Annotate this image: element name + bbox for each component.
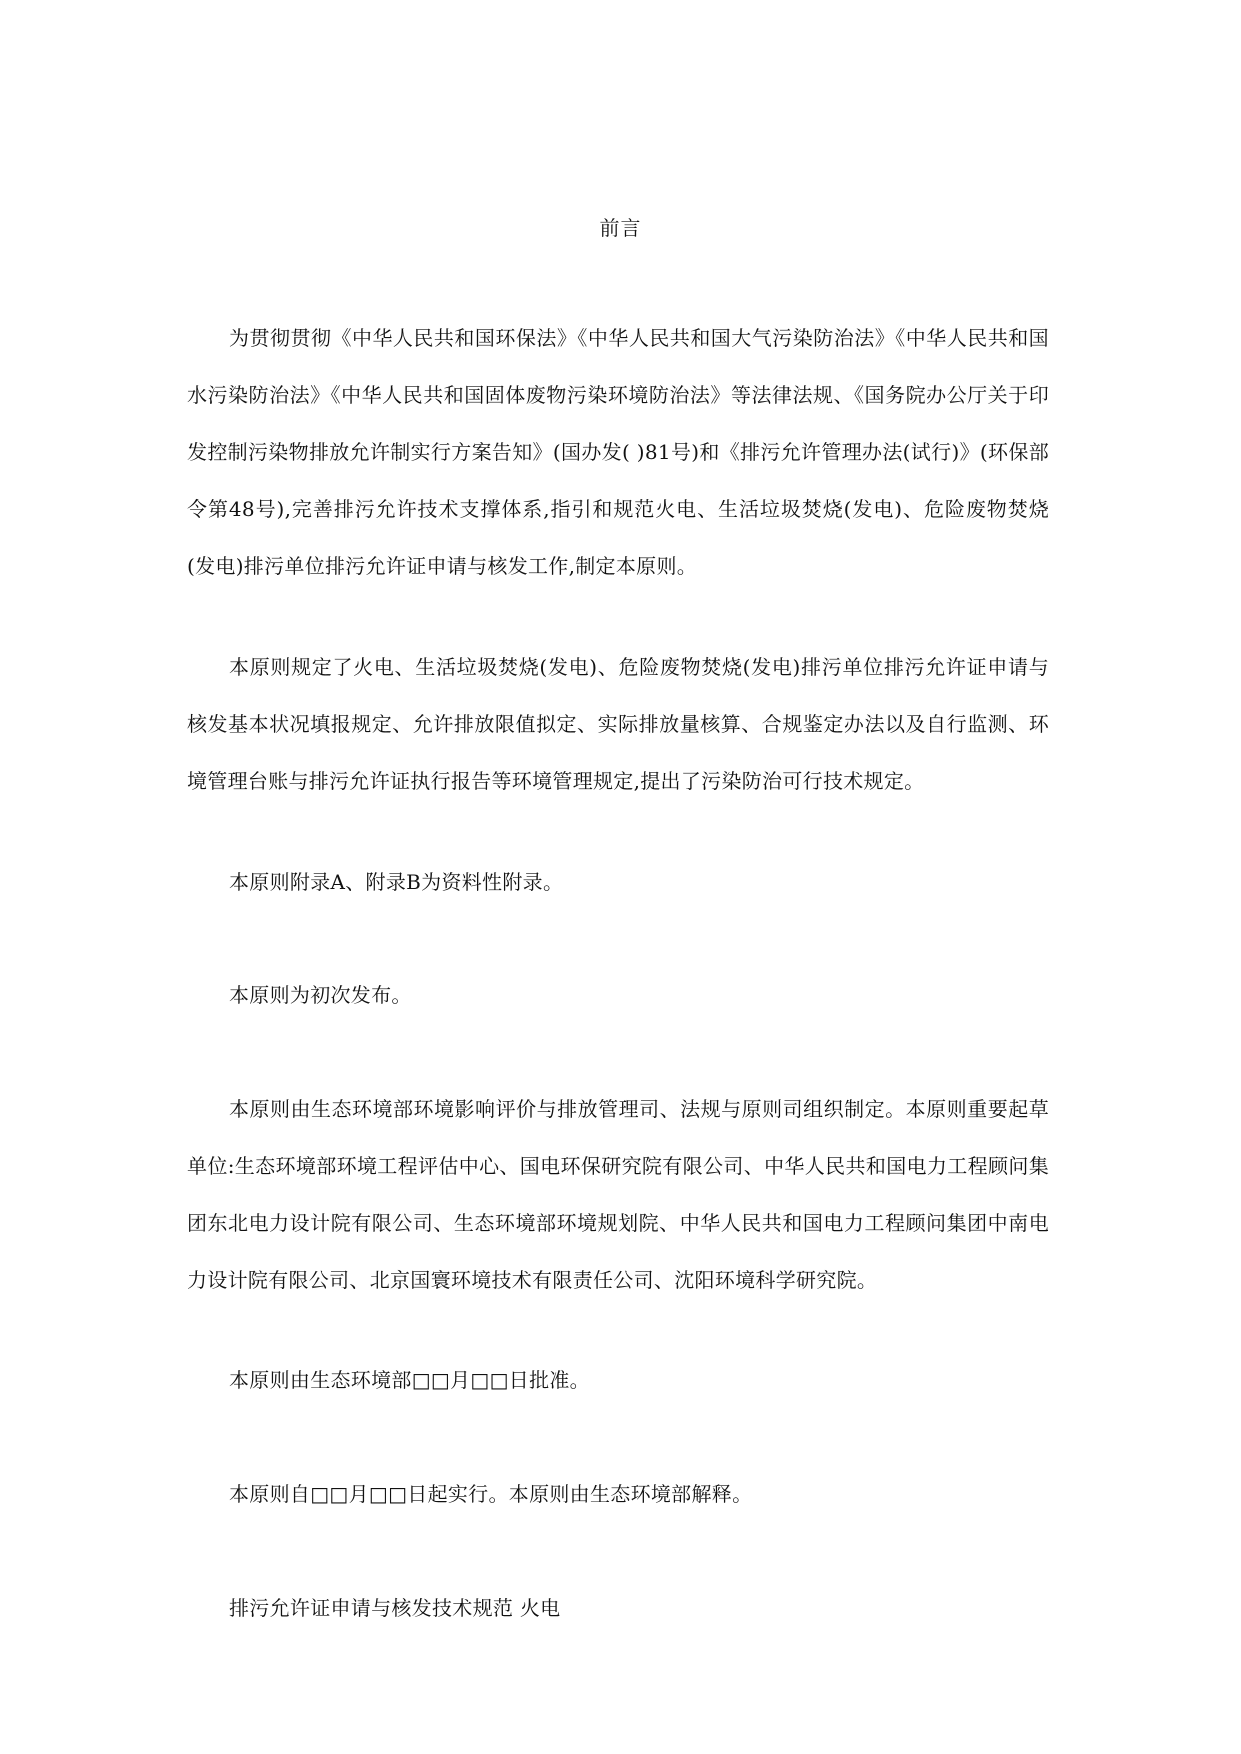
paragraph-approval: 本原则由生态环境部□□月□□日批准。: [229, 1368, 590, 1392]
paragraph-drafting-units: 本原则由生态环境部环境影响评价与排放管理司、法规与原则司组织制定。本原则重要起草单位:生态环境部环境工程评估中心、国电环保研究院有限公司、中华人民共和国电力工程顾问集团东北电力设计院有限公司、生态环境部环境规划院、中华人民共和国电力工程顾问集团中南电力设计院有限公司、北京国寰环境技术有限责任公司、沈阳环境科学研究院。: [187, 1097, 1049, 1292]
paragraph-section-heading: 排污允许证申请与核发技术规范 火电: [229, 1596, 561, 1620]
paragraph-implementation: 本原则自□□月□□日起实行。本原则由生态环境部解释。: [229, 1482, 753, 1506]
paragraph-scope: 本原则规定了火电、生活垃圾焚烧(发电)、危险废物焚烧(发电)排污单位排污允许证申请与核发基本状况填报规定、允许排放限值拟定、实际排放量核算、合规鉴定办法以及自行监测、环境管理台账与排污允许证执行报告等环境管理规定,提出了污染防治可行技术规定。: [187, 655, 1049, 793]
paragraph-purpose: 为贯彻贯彻《中华人民共和国环保法》《中华人民共和国大气污染防治法》《中华人民共和国水污染防治法》《中华人民共和国固体废物污染环境防治法》等法律法规、《国务院办公厅关于印发控制污染物排放允许制实行方案告知》(国办发( )81号)和《排污允许管理办法(试行)》(环保部令第48号),完善排污允许技术支撑体系,指引和规范火电、生活垃圾焚烧(发电)、危险废物焚烧(发电)排污单位排污允许证申请与核发工作,制定本原则。: [187, 326, 1049, 578]
paragraph-appendix: 本原则附录A、附录B为资料性附录。: [229, 870, 564, 894]
paragraph-first-release: 本原则为初次发布。: [229, 983, 412, 1007]
page-title: 前言: [599, 216, 642, 240]
